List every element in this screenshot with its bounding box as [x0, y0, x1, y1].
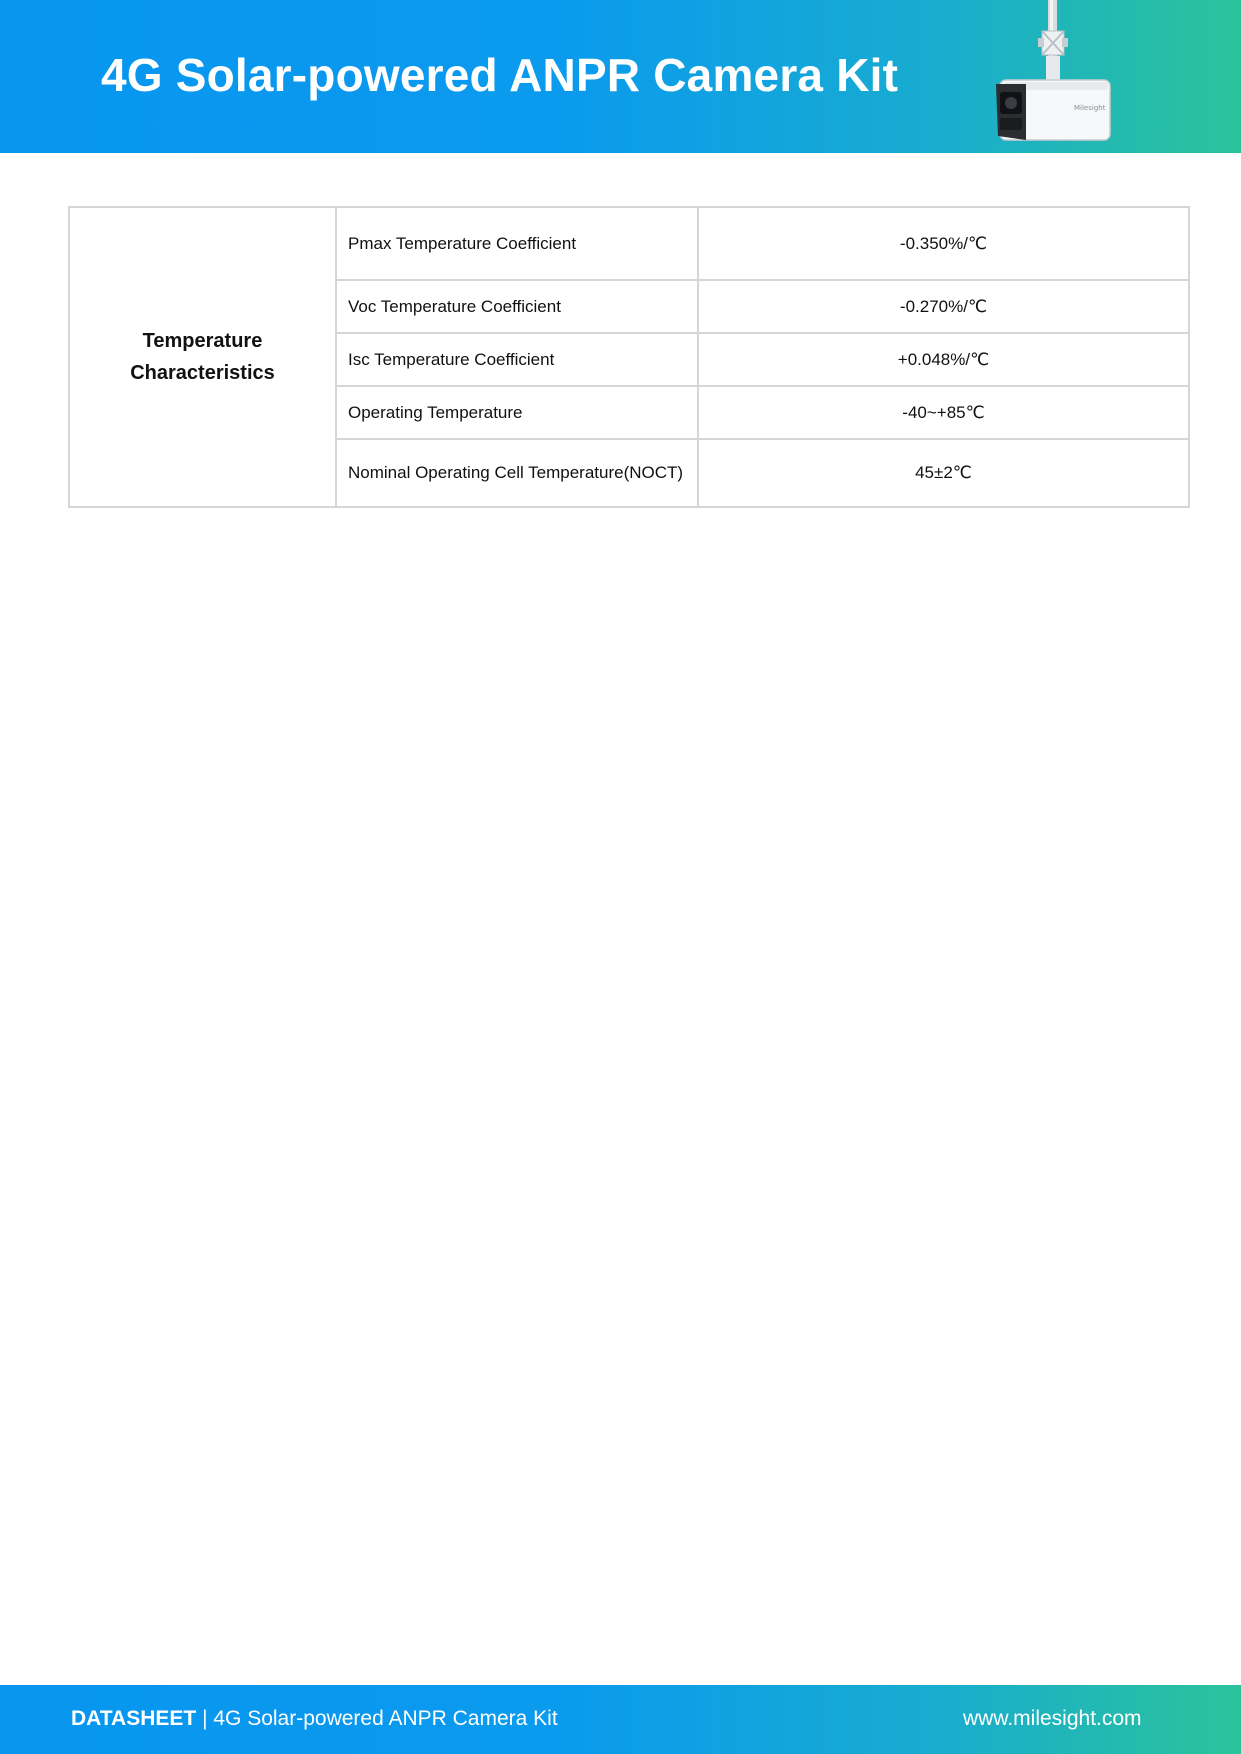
camera-product-icon	[990, 0, 1120, 145]
footer-separator: |	[196, 1707, 214, 1730]
value-cell: -0.270%/℃	[698, 280, 1189, 333]
footer-doc-type: DATASHEET	[71, 1707, 197, 1730]
param-cell: Voc Temperature Coefficient	[336, 280, 698, 333]
group-label: Temperature Characteristics	[130, 330, 275, 384]
page-title: 4G Solar-powered ANPR Camera Kit	[101, 49, 899, 101]
value-cell: -0.350%/℃	[698, 207, 1189, 280]
group-label-cell	[69, 207, 336, 507]
footer-bar	[0, 1685, 1241, 1754]
param-cell: Operating Temperature	[336, 386, 698, 439]
header-banner	[0, 0, 1241, 153]
svg-text:Milesight: Milesight	[1074, 104, 1106, 112]
temperature-spec-table	[68, 206, 1190, 508]
value-cell: -40~+85℃	[698, 386, 1189, 439]
footer-doc-label	[71, 1707, 558, 1731]
param-cell: Nominal Operating Cell Temperature(NOCT)	[336, 439, 698, 507]
footer-product: 4G Solar-powered ANPR Camera Kit	[213, 1707, 558, 1730]
param-cell: Pmax Temperature Coefficient	[336, 207, 698, 280]
footer-website[interactable]: www.milesight.com	[963, 1707, 1142, 1730]
table-row	[69, 207, 1189, 280]
value-cell: +0.048%/℃	[698, 333, 1189, 386]
value-cell: 45±2℃	[698, 439, 1189, 507]
param-cell: Isc Temperature Coefficient	[336, 333, 698, 386]
